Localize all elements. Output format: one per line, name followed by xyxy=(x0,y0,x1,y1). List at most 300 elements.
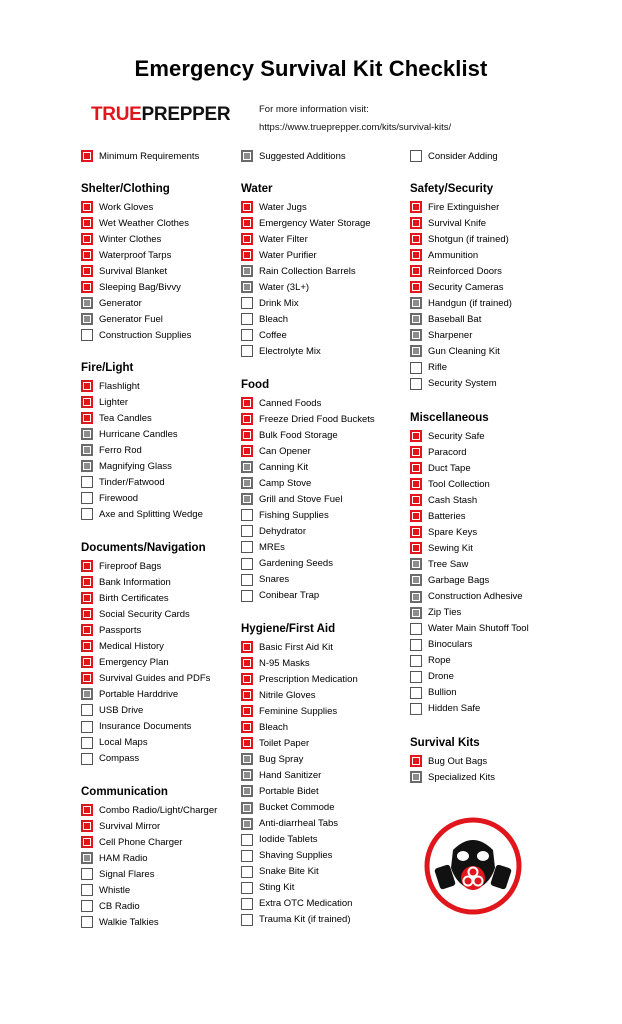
item-checkbox[interactable] xyxy=(410,249,422,261)
item-checkbox[interactable] xyxy=(241,461,253,473)
checklist-item[interactable] xyxy=(241,540,285,554)
item-checkbox[interactable] xyxy=(241,217,253,229)
item-checkbox[interactable] xyxy=(81,852,93,864)
item-checkbox[interactable] xyxy=(410,755,422,767)
item-label: CB Radio xyxy=(99,900,140,912)
item-label: Tool Collection xyxy=(428,478,490,490)
item-label: Water Main Shutoff Tool xyxy=(428,623,529,635)
item-label: Medical History xyxy=(99,640,164,652)
item-checkbox[interactable] xyxy=(81,428,93,440)
checklist-item[interactable] xyxy=(81,296,142,310)
item-checkbox[interactable] xyxy=(81,380,93,392)
item-label: Waterproof Tarps xyxy=(99,249,172,261)
checklist-item[interactable] xyxy=(81,736,148,750)
item-checkbox[interactable] xyxy=(241,574,253,586)
item-checkbox[interactable] xyxy=(410,703,422,715)
item-checkbox[interactable] xyxy=(241,509,253,521)
item-checkbox[interactable] xyxy=(81,640,93,652)
item-label: Survival Knife xyxy=(428,217,487,229)
page-title: Emergency Survival Kit Checklist xyxy=(134,56,488,81)
item-checkbox[interactable] xyxy=(241,558,253,570)
item-label: Rope xyxy=(428,655,451,667)
item-checkbox[interactable] xyxy=(410,362,422,374)
checklist-item[interactable] xyxy=(241,412,375,426)
checklist-item[interactable] xyxy=(81,720,191,734)
item-checkbox[interactable] xyxy=(241,689,253,701)
checklist-item[interactable] xyxy=(241,216,371,230)
checklist-item[interactable] xyxy=(81,312,163,326)
item-label: USB Drive xyxy=(99,704,144,716)
item-label: Freeze Dried Food Buckets xyxy=(259,413,375,425)
checklist-item[interactable] xyxy=(241,232,308,246)
item-label: Cash Stash xyxy=(428,494,478,506)
gas-mask-biohazard-icon xyxy=(423,816,523,916)
legend-item xyxy=(410,150,498,162)
item-label: Axe and Splitting Wedge xyxy=(99,508,203,520)
item-checkbox[interactable] xyxy=(81,804,93,816)
item-checkbox[interactable] xyxy=(81,884,93,896)
item-label: Ammunition xyxy=(428,249,479,261)
item-checkbox[interactable] xyxy=(81,233,93,245)
checklist-item[interactable] xyxy=(241,460,308,474)
item-checkbox[interactable] xyxy=(410,217,422,229)
item-checkbox[interactable] xyxy=(241,721,253,733)
checklist-item[interactable] xyxy=(410,654,451,668)
checklist-item[interactable] xyxy=(241,784,319,798)
item-checkbox[interactable] xyxy=(81,737,93,749)
checklist-item[interactable] xyxy=(241,897,352,911)
checklist-item[interactable] xyxy=(410,477,490,491)
item-checkbox[interactable] xyxy=(410,265,422,277)
item-checkbox[interactable] xyxy=(241,882,253,894)
checklist-item[interactable] xyxy=(410,248,478,262)
item-checkbox[interactable] xyxy=(81,836,93,848)
item-checkbox[interactable] xyxy=(81,608,93,620)
checklist-item[interactable] xyxy=(241,396,321,410)
checklist-item[interactable] xyxy=(410,509,466,523)
item-checkbox[interactable] xyxy=(241,493,253,505)
item-checkbox[interactable] xyxy=(241,673,253,685)
item-checkbox[interactable] xyxy=(410,329,422,341)
checklist-item[interactable] xyxy=(81,867,154,881)
item-checkbox[interactable] xyxy=(81,508,93,520)
checklist-item[interactable] xyxy=(241,640,333,654)
item-checkbox[interactable] xyxy=(81,297,93,309)
legend-item xyxy=(241,150,346,162)
checklist-item[interactable] xyxy=(241,312,288,326)
item-checkbox[interactable] xyxy=(241,898,253,910)
checklist-item[interactable] xyxy=(81,491,138,505)
checklist-item[interactable] xyxy=(241,913,351,927)
checklist-item[interactable] xyxy=(410,573,489,587)
checklist-item[interactable] xyxy=(241,492,342,506)
checklist-item[interactable] xyxy=(81,639,164,653)
item-checkbox[interactable] xyxy=(241,850,253,862)
item-checkbox[interactable] xyxy=(241,769,253,781)
checklist-item[interactable] xyxy=(241,344,321,358)
item-checkbox[interactable] xyxy=(410,478,422,490)
section-heading: Documents/Navigation xyxy=(81,542,206,554)
checklist-item[interactable] xyxy=(410,264,502,278)
item-label: Water Filter xyxy=(259,233,308,245)
checklist-item[interactable] xyxy=(241,881,294,895)
checklist-item[interactable] xyxy=(81,883,130,897)
item-checkbox[interactable] xyxy=(410,526,422,538)
checklist-item[interactable] xyxy=(81,379,140,393)
checklist-item[interactable] xyxy=(241,557,333,571)
checklist-item[interactable] xyxy=(81,395,128,409)
item-checkbox[interactable] xyxy=(81,656,93,668)
checklist-item[interactable] xyxy=(410,296,512,310)
item-checkbox[interactable] xyxy=(241,590,253,602)
checklist-item[interactable] xyxy=(241,296,299,310)
item-checkbox[interactable] xyxy=(81,265,93,277)
item-checkbox[interactable] xyxy=(81,412,93,424)
item-checkbox[interactable] xyxy=(241,249,253,261)
legend-label: Consider Adding xyxy=(428,150,498,162)
item-checkbox[interactable] xyxy=(410,446,422,458)
item-checkbox[interactable] xyxy=(241,785,253,797)
checklist-item[interactable] xyxy=(410,541,473,555)
item-checkbox[interactable] xyxy=(81,721,93,733)
item-checkbox[interactable] xyxy=(81,217,93,229)
item-checkbox[interactable] xyxy=(81,329,93,341)
legend-checkbox[interactable] xyxy=(241,150,253,162)
item-label: Security System xyxy=(428,378,497,390)
item-checkbox[interactable] xyxy=(410,623,422,635)
checklist-item[interactable] xyxy=(241,849,332,863)
item-label: Sleeping Bag/Bivvy xyxy=(99,281,181,293)
checklist-item[interactable] xyxy=(81,591,169,605)
item-checkbox[interactable] xyxy=(410,510,422,522)
checklist-item[interactable] xyxy=(81,507,203,521)
item-checkbox[interactable] xyxy=(410,542,422,554)
checklist-item[interactable] xyxy=(241,524,306,538)
checklist-item[interactable] xyxy=(241,768,321,782)
item-checkbox[interactable] xyxy=(81,313,93,325)
item-checkbox[interactable] xyxy=(241,753,253,765)
item-checkbox[interactable] xyxy=(241,802,253,814)
checklist-item[interactable] xyxy=(410,525,477,539)
checklist-item[interactable] xyxy=(81,575,171,589)
checklist-item[interactable] xyxy=(241,444,311,458)
checklist-item[interactable] xyxy=(81,687,178,701)
item-checkbox[interactable] xyxy=(81,396,93,408)
checklist-item[interactable] xyxy=(81,280,181,294)
checklist-item[interactable] xyxy=(81,459,172,473)
item-label: Magnifying Glass xyxy=(99,460,172,472)
item-label: Lighter xyxy=(99,396,129,408)
item-label: Hand Sanitizer xyxy=(259,769,322,781)
item-checkbox[interactable] xyxy=(81,672,93,684)
item-checkbox[interactable] xyxy=(241,397,253,409)
item-label: Handgun (if trained) xyxy=(428,297,512,309)
item-checkbox[interactable] xyxy=(241,866,253,878)
item-label: Spare Keys xyxy=(428,526,478,538)
item-label: Camp Stove xyxy=(259,477,312,489)
item-label: Canned Foods xyxy=(259,397,322,409)
checklist-item[interactable] xyxy=(81,752,139,766)
item-checkbox[interactable] xyxy=(410,558,422,570)
item-checkbox[interactable] xyxy=(241,657,253,669)
item-label: Cell Phone Charger xyxy=(99,836,183,848)
item-checkbox[interactable] xyxy=(241,233,253,245)
checklist-item[interactable] xyxy=(81,328,191,342)
checklist-item[interactable] xyxy=(410,770,495,784)
checklist-item[interactable] xyxy=(241,817,338,831)
item-label: Bucket Commode xyxy=(259,802,335,813)
checklist-item[interactable] xyxy=(241,589,319,603)
checklist-item[interactable] xyxy=(241,752,303,766)
item-checkbox[interactable] xyxy=(410,201,422,213)
item-label: MREs xyxy=(259,541,285,553)
item-label: Drone xyxy=(428,671,454,683)
checklist-item[interactable] xyxy=(410,670,454,684)
item-checkbox[interactable] xyxy=(241,297,253,309)
checklist-item[interactable] xyxy=(241,264,356,278)
item-checkbox[interactable] xyxy=(241,413,253,425)
item-checkbox[interactable] xyxy=(241,329,253,341)
checklist-item[interactable] xyxy=(241,720,288,734)
item-label: Gun Cleaning Kit xyxy=(428,345,500,357)
checklist-item[interactable] xyxy=(410,429,485,443)
item-checkbox[interactable] xyxy=(241,281,253,293)
item-label: Flashlight xyxy=(99,380,140,392)
item-checkbox[interactable] xyxy=(241,345,253,357)
item-checkbox[interactable] xyxy=(410,607,422,619)
item-label: Paracord xyxy=(428,446,467,458)
checklist-item[interactable] xyxy=(241,736,309,750)
checklist-item[interactable] xyxy=(81,200,153,214)
legend-checkbox[interactable] xyxy=(410,150,422,162)
item-checkbox[interactable] xyxy=(410,655,422,667)
item-label: Firewood xyxy=(99,492,139,504)
item-checkbox[interactable] xyxy=(410,494,422,506)
item-checkbox[interactable] xyxy=(241,525,253,537)
checklist-item[interactable] xyxy=(241,865,319,879)
checklist-item[interactable] xyxy=(81,623,141,637)
item-checkbox[interactable] xyxy=(410,430,422,442)
checklist-item[interactable] xyxy=(241,508,329,522)
item-label: Snake Bite Kit xyxy=(259,866,319,878)
item-checkbox[interactable] xyxy=(241,477,253,489)
checklist-item[interactable] xyxy=(81,803,217,817)
section-heading: Food xyxy=(241,379,270,391)
item-checkbox[interactable] xyxy=(241,737,253,749)
item-checkbox[interactable] xyxy=(410,687,422,699)
item-checkbox[interactable] xyxy=(81,916,93,928)
item-label: Rifle xyxy=(428,362,448,373)
item-checkbox[interactable] xyxy=(81,560,93,572)
item-checkbox[interactable] xyxy=(81,460,93,472)
item-label: Local Maps xyxy=(99,737,148,749)
checklist-item[interactable] xyxy=(81,915,159,929)
checklist-item[interactable] xyxy=(410,702,480,716)
checklist-item[interactable] xyxy=(81,475,165,489)
item-label: Water Jugs xyxy=(259,201,307,213)
item-label: Nitrile Gloves xyxy=(259,689,316,701)
checklist-item[interactable] xyxy=(81,899,140,913)
checklist-item[interactable] xyxy=(410,493,477,507)
item-checkbox[interactable] xyxy=(241,445,253,457)
item-checkbox[interactable] xyxy=(410,233,422,245)
checklist-item[interactable] xyxy=(410,461,471,475)
checklist-item[interactable] xyxy=(241,248,317,262)
item-label: Birth Certificates xyxy=(99,592,169,604)
checklist-item[interactable] xyxy=(81,216,189,230)
item-checkbox[interactable] xyxy=(241,914,253,926)
item-checkbox[interactable] xyxy=(81,476,93,488)
item-checkbox[interactable] xyxy=(410,313,422,325)
checklist-item[interactable] xyxy=(241,704,337,718)
item-label: Construction Supplies xyxy=(99,329,192,341)
checklist-item[interactable] xyxy=(410,361,447,375)
item-checkbox[interactable] xyxy=(81,624,93,636)
item-checkbox[interactable] xyxy=(410,574,422,586)
legend-checkbox[interactable] xyxy=(81,150,93,162)
checklist-item[interactable] xyxy=(410,344,500,358)
item-checkbox[interactable] xyxy=(81,592,93,604)
item-label: Bug Out Bags xyxy=(428,755,488,767)
item-checkbox[interactable] xyxy=(410,591,422,603)
item-checkbox[interactable] xyxy=(81,492,93,504)
item-checkbox[interactable] xyxy=(81,576,93,588)
checklist-item[interactable] xyxy=(241,801,335,815)
item-label: Specialized Kits xyxy=(428,771,496,783)
item-checkbox[interactable] xyxy=(241,705,253,717)
item-checkbox[interactable] xyxy=(241,313,253,325)
item-label: Tea Candles xyxy=(99,412,152,424)
item-label: Walkie Talkies xyxy=(99,916,159,928)
item-checkbox[interactable] xyxy=(81,900,93,912)
checklist-item[interactable] xyxy=(410,606,461,620)
checklist-item[interactable] xyxy=(81,835,182,849)
checklist-item[interactable] xyxy=(410,590,523,604)
checklist-item[interactable] xyxy=(410,232,509,246)
item-label: Wet Weather Clothes xyxy=(99,217,189,229)
checklist-item[interactable] xyxy=(410,622,529,636)
checklist-item[interactable] xyxy=(241,428,338,442)
checklist-item[interactable] xyxy=(410,280,504,294)
item-label: Work Gloves xyxy=(99,201,154,213)
item-label: Fireproof Bags xyxy=(99,560,162,572)
item-checkbox[interactable] xyxy=(241,265,253,277)
item-checkbox[interactable] xyxy=(241,201,253,213)
item-checkbox[interactable] xyxy=(81,704,93,716)
checklist-item[interactable] xyxy=(410,445,467,459)
item-checkbox[interactable] xyxy=(410,378,422,390)
checklist-item[interactable] xyxy=(81,655,169,669)
item-label: Electrolyte Mix xyxy=(259,345,321,357)
item-label: Bullion xyxy=(428,687,457,699)
item-label: Fire Extinguisher xyxy=(428,201,500,213)
item-checkbox[interactable] xyxy=(241,834,253,846)
checklist-item[interactable] xyxy=(81,427,178,441)
item-label: Signal Flares xyxy=(99,868,155,880)
section-heading: Communication xyxy=(81,786,168,798)
item-checkbox[interactable] xyxy=(81,201,93,213)
item-checkbox[interactable] xyxy=(81,281,93,293)
checklist-item[interactable] xyxy=(81,703,143,717)
checklist-item[interactable] xyxy=(81,819,160,833)
item-checkbox[interactable] xyxy=(410,345,422,357)
item-checkbox[interactable] xyxy=(410,771,422,783)
item-checkbox[interactable] xyxy=(81,444,93,456)
checklist-item[interactable] xyxy=(410,754,487,768)
item-label: Water Purifier xyxy=(259,249,317,261)
section-heading: Fire/Light xyxy=(81,362,134,374)
item-label: Drink Mix xyxy=(259,297,299,309)
checklist-item[interactable] xyxy=(410,328,472,342)
checklist-item[interactable] xyxy=(410,686,457,700)
checklist-item[interactable] xyxy=(241,833,317,847)
checklist-item[interactable] xyxy=(81,671,210,685)
checklist-item[interactable] xyxy=(81,264,167,278)
item-checkbox[interactable] xyxy=(241,641,253,653)
item-checkbox[interactable] xyxy=(81,820,93,832)
item-label: Bleach xyxy=(259,721,289,733)
trueprepper-logo[interactable] xyxy=(91,104,230,126)
info-text: For more information visit: xyxy=(259,104,369,115)
item-checkbox[interactable] xyxy=(81,753,93,765)
checklist-item[interactable] xyxy=(81,232,161,246)
checklist-item[interactable] xyxy=(410,557,468,571)
item-checkbox[interactable] xyxy=(410,671,422,683)
checklist-item[interactable] xyxy=(410,216,486,230)
checklist-item[interactable] xyxy=(410,312,481,326)
section-heading: Miscellaneous xyxy=(410,412,489,424)
checklist-item[interactable] xyxy=(241,656,310,670)
checklist-item[interactable] xyxy=(241,476,311,490)
item-label: Conibear Trap xyxy=(259,590,320,602)
checklist-item[interactable] xyxy=(410,377,497,391)
item-checkbox[interactable] xyxy=(241,818,253,830)
item-checkbox[interactable] xyxy=(410,639,422,651)
item-label: Generator xyxy=(99,297,142,309)
item-label: Rain Collection Barrels xyxy=(259,265,356,277)
checklist-item[interactable] xyxy=(241,328,287,342)
checklist-item[interactable] xyxy=(81,607,190,621)
item-label: Grill and Stove Fuel xyxy=(259,493,343,505)
checklist-item[interactable] xyxy=(241,688,316,702)
item-checkbox[interactable] xyxy=(410,297,422,309)
checklist-item[interactable] xyxy=(410,638,472,652)
checklist-item[interactable] xyxy=(81,443,142,457)
checklist-item[interactable] xyxy=(241,280,309,294)
item-checkbox[interactable] xyxy=(410,281,422,293)
item-checkbox[interactable] xyxy=(81,688,93,700)
item-label: Whistle xyxy=(99,884,131,896)
item-label: Survival Mirror xyxy=(99,820,161,832)
checklist-item[interactable] xyxy=(81,851,148,865)
item-checkbox[interactable] xyxy=(81,249,93,261)
checklist-item[interactable] xyxy=(81,248,171,262)
checklist-item[interactable] xyxy=(241,573,289,587)
item-checkbox[interactable] xyxy=(81,868,93,880)
section-heading: Survival Kits xyxy=(410,737,480,749)
item-label: Water (3L+) xyxy=(259,281,310,293)
checklist-item[interactable] xyxy=(241,672,358,686)
info-url-link[interactable]: https://www.trueprepper.com/kits/survival-kits/ xyxy=(259,122,452,133)
checklist-item[interactable] xyxy=(241,200,307,214)
checklist-item[interactable] xyxy=(81,559,161,573)
item-checkbox[interactable] xyxy=(241,541,253,553)
checklist-item[interactable] xyxy=(410,200,499,214)
checklist-item[interactable] xyxy=(81,411,152,425)
item-checkbox[interactable] xyxy=(241,429,253,441)
item-label: Garbage Bags xyxy=(428,574,490,586)
item-checkbox[interactable] xyxy=(410,462,422,474)
